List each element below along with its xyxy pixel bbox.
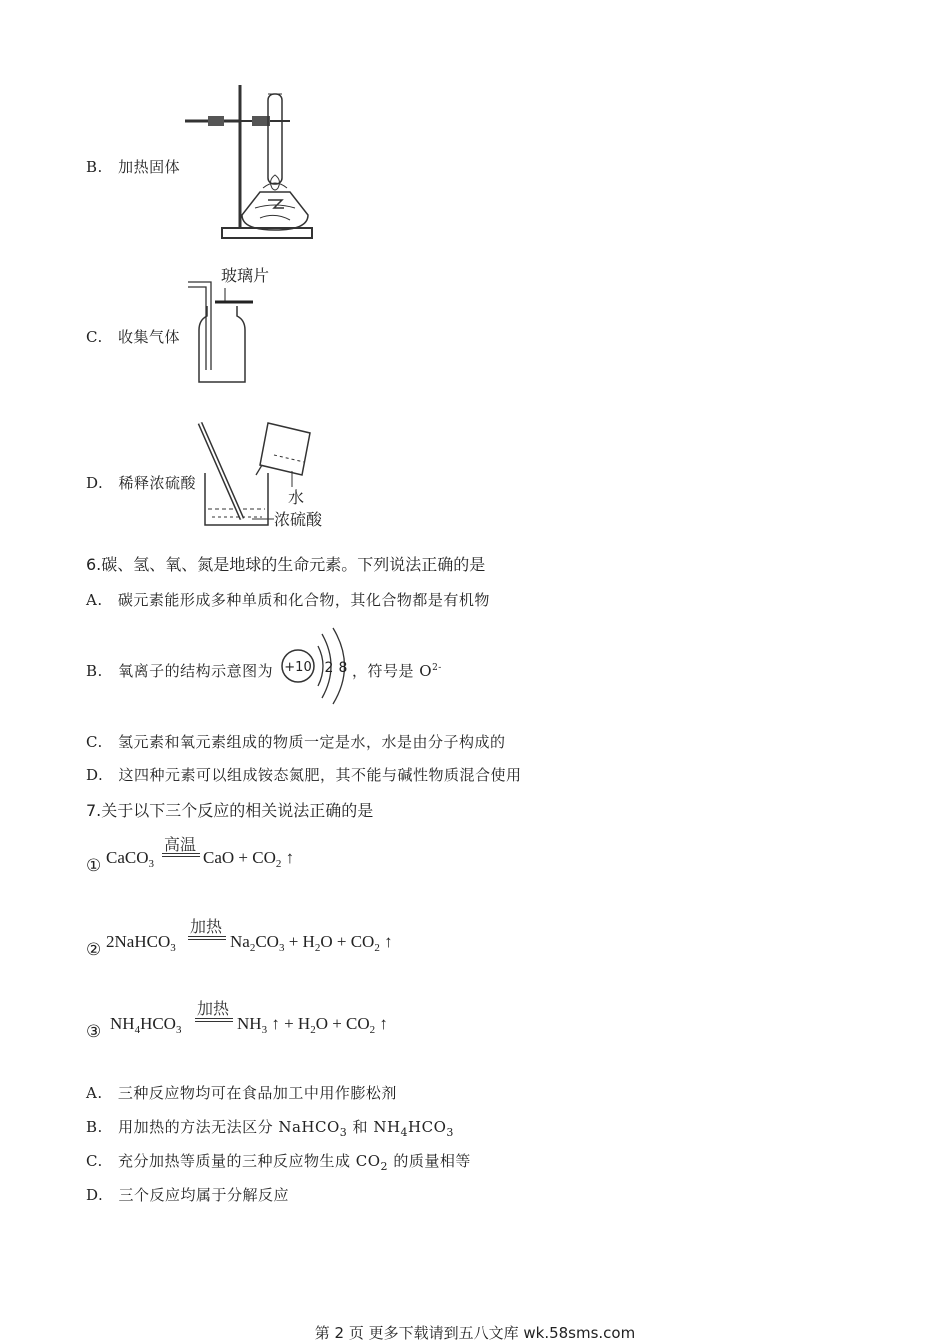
option-label: A. xyxy=(86,1084,103,1102)
option-label: C. xyxy=(86,1152,103,1170)
subscript: 2 xyxy=(275,858,282,870)
option-label: B. xyxy=(86,1118,103,1136)
equals-sign xyxy=(195,1018,233,1022)
subscript: 3 xyxy=(261,1024,268,1036)
option-label: D. xyxy=(86,474,104,492)
subscript: 2 xyxy=(374,942,380,954)
reaction-number: ① xyxy=(86,856,102,876)
option-text xyxy=(118,1152,471,1173)
products xyxy=(237,1014,388,1036)
reaction-number: ② xyxy=(86,940,102,960)
ion-charge: 2- xyxy=(432,663,442,673)
water-label: 水 xyxy=(288,488,305,507)
oxygen-ion-structure-diagram xyxy=(278,622,354,710)
q7-option-a xyxy=(86,1082,397,1103)
sulfuric-acid-label: 浓硫酸 xyxy=(274,510,323,529)
shell-2-electrons: 8 xyxy=(338,660,348,676)
reactant xyxy=(106,848,154,870)
subscript: 2 xyxy=(249,942,256,954)
shell-1-electrons: 2 xyxy=(324,660,334,676)
option-text: 氧离子的结构示意图为 xyxy=(118,662,274,680)
glass-plate-label: 玻璃片 xyxy=(221,266,270,285)
formula-text: O + CO xyxy=(320,932,375,951)
nucleus-charge: +10 xyxy=(284,660,312,675)
reactant xyxy=(106,932,176,954)
option-text: 氢元素和氧元素组成的物质一定是水，水是由分子构成的 xyxy=(118,733,506,751)
q5-option-b xyxy=(86,156,180,177)
option-text: 这四种元素可以组成铵态氮肥，其不能与碱性物质混合使用 xyxy=(118,766,522,784)
equals-sign xyxy=(162,853,200,857)
gas-arrow: ↑ xyxy=(281,848,295,867)
option-text: 稀释浓硫酸 xyxy=(118,474,197,492)
gas-arrow: ↑ xyxy=(379,932,393,951)
subscript: 2 xyxy=(369,1024,376,1036)
text-part: 的质量相等 xyxy=(388,1152,471,1170)
formula-text: ↑ + H xyxy=(267,1014,311,1033)
reactant xyxy=(110,1014,181,1036)
reaction-condition: 高温 xyxy=(164,837,197,854)
q5-option-d xyxy=(86,472,196,493)
reaction-2 xyxy=(86,914,486,960)
heating-solid-apparatus-figure xyxy=(180,80,320,245)
q6-option-d xyxy=(86,764,522,785)
formula-text: CaCO xyxy=(106,848,149,867)
q6-option-a xyxy=(86,589,490,610)
page-footer: 第 2 页 更多下载请到五八文库 wk.58sms.com xyxy=(314,1324,636,1342)
q6-option-c xyxy=(86,731,506,752)
text-part: HCO xyxy=(408,1118,447,1136)
formula-text: Na xyxy=(230,932,250,951)
reaction-condition: 加热 xyxy=(190,919,223,936)
option-label: C. xyxy=(86,733,103,751)
subscript: 4 xyxy=(134,1024,141,1036)
option-label: D. xyxy=(86,766,104,784)
subscript: 3 xyxy=(339,1126,348,1139)
text-part: 充分加热等质量的三种反应物生成 CO xyxy=(118,1152,381,1170)
q6-option-b-lead xyxy=(86,660,273,681)
equals-sign xyxy=(188,936,226,940)
option-text: 加热固体 xyxy=(118,158,181,176)
products xyxy=(230,932,393,954)
option-label: D. xyxy=(86,1186,104,1204)
option-label: B. xyxy=(86,662,103,680)
subscript: 3 xyxy=(175,1024,182,1036)
option-text: 三种反应物均可在食品加工中用作膨松剂 xyxy=(117,1084,397,1102)
subscript: 2 xyxy=(310,1024,316,1036)
option-text: 碳元素能形成多种单质和化合物，其化合物都是有机物 xyxy=(117,591,490,609)
subscript: 2 xyxy=(380,1160,389,1173)
option-text: 收集气体 xyxy=(118,328,181,346)
formula-text: O + CO xyxy=(315,1014,370,1033)
option-label: A. xyxy=(86,591,103,609)
subscript: 2 xyxy=(314,942,321,954)
q7-stem: 7.关于以下三个反应的相关说法正确的是 xyxy=(86,801,374,820)
products xyxy=(203,848,294,870)
q5-option-c xyxy=(86,326,180,347)
formula-text: CaO + CO xyxy=(203,848,276,867)
q6-stem: 6.碳、氢、氧、氮是地球的生命元素。下列说法正确的是 xyxy=(86,555,486,574)
option-label: C. xyxy=(86,328,103,346)
subscript: 3 xyxy=(148,858,154,870)
formula-text: NH xyxy=(110,1014,135,1033)
reaction-3 xyxy=(86,996,506,1042)
formula-text: 2NaHCO xyxy=(106,932,171,951)
text-part: 用加热的方法无法区分 NaHCO xyxy=(118,1118,340,1136)
q7-option-d xyxy=(86,1184,289,1205)
q7-option-c xyxy=(86,1150,471,1173)
option-label: B. xyxy=(86,158,103,176)
q6-option-b-tail xyxy=(352,660,442,681)
formula-text: CO xyxy=(255,932,279,951)
text-part: 和 NH xyxy=(347,1118,401,1136)
gas-collection-figure xyxy=(185,260,295,385)
subscript: 4 xyxy=(400,1126,409,1139)
reaction-condition: 加热 xyxy=(197,1001,230,1018)
gas-arrow: ↑ xyxy=(375,1014,388,1033)
subscript: 3 xyxy=(278,942,285,954)
reaction-1 xyxy=(86,832,426,878)
formula-text: HCO xyxy=(140,1014,176,1033)
option-text: 三个反应均属于分解反应 xyxy=(118,1186,290,1204)
subscript: 3 xyxy=(446,1126,454,1139)
reaction-number: ③ xyxy=(86,1022,102,1042)
formula-text: NH xyxy=(237,1014,262,1033)
subscript: 3 xyxy=(170,942,176,954)
option-text xyxy=(118,1118,454,1139)
dilute-sulfuric-acid-figure xyxy=(190,415,340,533)
q7-option-b xyxy=(86,1116,454,1139)
formula-text: + H xyxy=(284,932,315,951)
option-b-tail-text: ，符号是 O xyxy=(352,662,433,680)
